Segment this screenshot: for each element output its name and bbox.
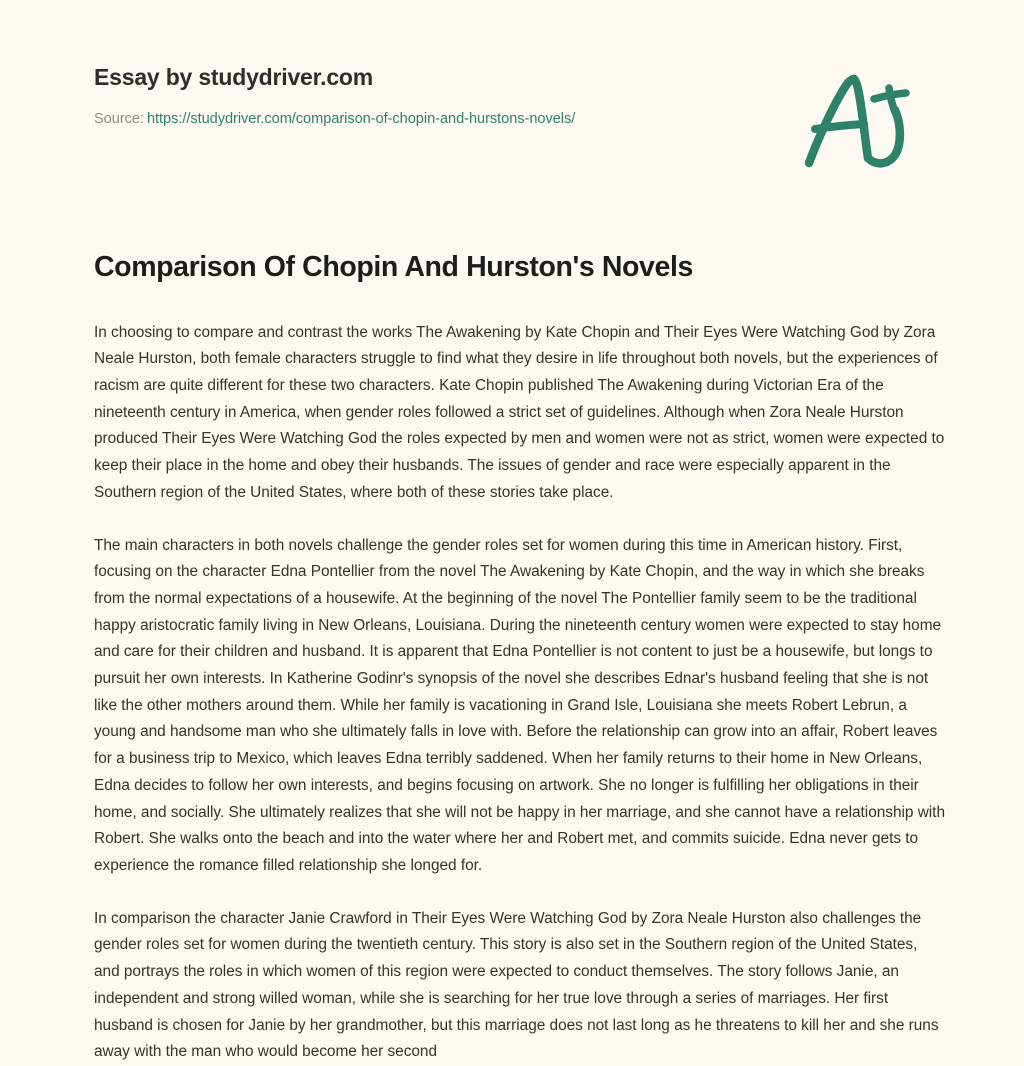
page-header	[0, 0, 1024, 178]
header-text-block	[94, 62, 575, 129]
source-line	[94, 110, 575, 129]
paragraph: In comparison the character Janie Crawford in Their Eyes Were Watching God by Zora Neale Hurston also challenges the gender roles set for women during the twentieth century. This story is also set in the Southern region of the United States, and portrays the roles in which women of this region were expected to conduct themselves. The story follows Janie, an independent and strong willed woman, while she is searching for her true love through a series of marriages. Her first husband is chosen for Janie by her grandmother, but this marriage does not last long as he threatens to kill her and she runs away with the man who would become her second	[94, 909, 939, 1061]
paragraph: In choosing to compare and contrast the works The Awakening by Kate Chopin and Their Eyes Were Watching God by Zora Neale Hurston, both female characters struggle to find what they desire in life throughout both novels, but the experiences of racism are quite different for these two characters. Kate Chopin published The Awakening during Victorian Era of the nineteenth century in America, when gender roles followed a strict set of guidelines. Although when Zora Neale Hurston produced Their Eyes Were Watching God the roles expected by men and women were not as strict, women were expected to keep their place in the home and obey their husbands. The issues of gender and race were especially apparent in the Southern region of the United States, where both of these stories take place.	[94, 323, 945, 501]
byline: Essay by studydriver.com	[94, 64, 374, 90]
a-plus-logo-icon	[796, 66, 916, 178]
a-plus-logo[interactable]	[796, 66, 916, 178]
article-body	[0, 320, 1024, 1066]
source-label: Source:	[94, 110, 144, 127]
paragraph: The main characters in both novels challenge the gender roles set for women during this time in American history. First, focusing on the character Edna Pontellier from the novel The Awakening by Kate Chopin, and the way in which she breaks from the normal expectations of a housewife. At the beginning of the novel The Pontellier family seem to be the traditional happy aristocratic family living in New Orleans, Louisiana. During the nineteenth century women were expected to stay home and care for their children and husband. It is apparent that Edna Pontellier is not content to just be a housewife, but longs to pursuit her own interests. In Katherine Godinr's synopsis of the novel she describes Ednar's husband feeling that she is not like the other mothers around them. While her family is vacationing in Grand Isle, Louisiana she meets Robert Lebrun, a young and handsome man who she ultimately falls in love with. Before the relationship can grow into an affair, Robert leaves for a business trip to Mexico, which leaves Edna terribly saddened. When her family returns to their home in New Orleans, Edna decides to follow her own interests, and begins focusing on artwork. She no longer is fulfilling her obligations in their home, and socially. She ultimately realizes that she will not be happy in her marriage, and she cannot have a relationship with Robert. She walks onto the beach and into the water where her and Robert met, and commits suicide. Edna never gets to experience the romance filled relationship she longed for.	[94, 536, 945, 874]
page-title: Comparison Of Chopin And Hurston's Novels	[94, 251, 693, 283]
source-url-link[interactable]: https://studydriver.com/comparison-of-chopin-and-hurstons-novels/	[146, 110, 576, 127]
